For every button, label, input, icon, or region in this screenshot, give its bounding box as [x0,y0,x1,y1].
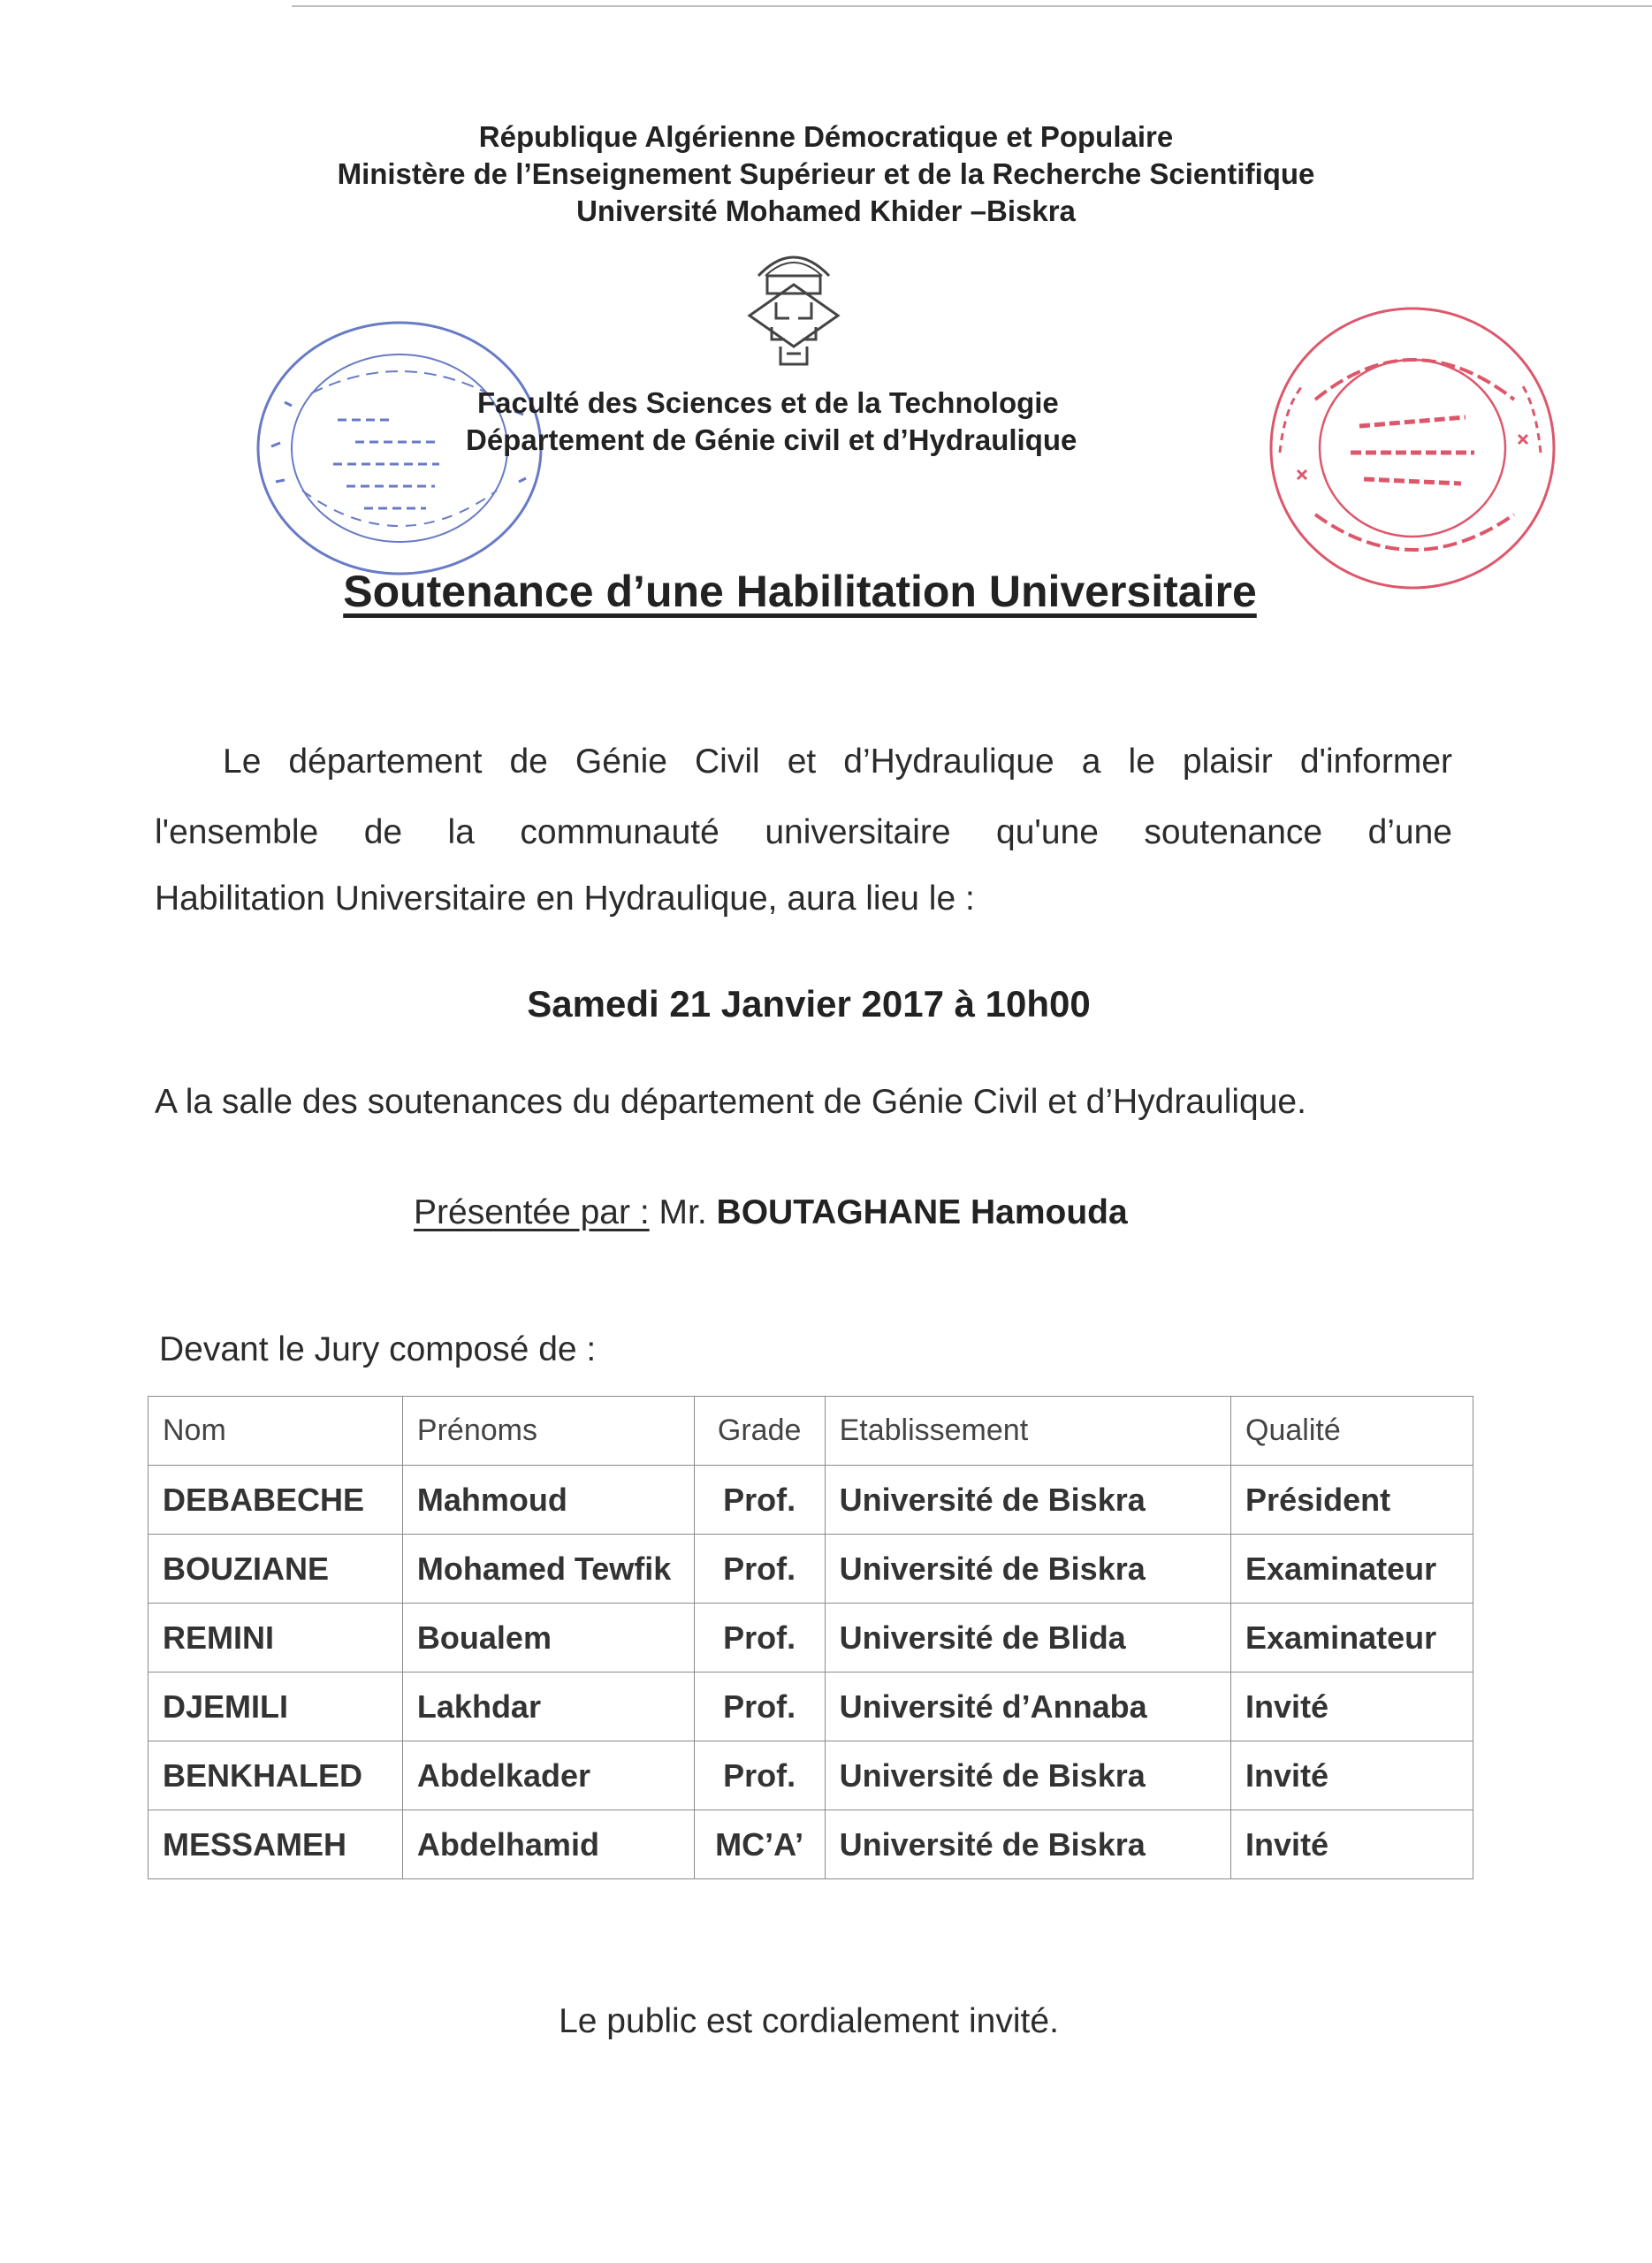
cell-qualite: Invité [1231,1741,1473,1810]
table-row [148,1466,1473,1535]
cell-qualite: Président [1231,1466,1473,1535]
candidate-name: BOUTAGHANE Hamouda [716,1193,1128,1231]
defense-date: Samedi 21 Janvier 2017 à 10h00 [527,983,1091,1025]
cell-nom: DEBABECHE [148,1466,403,1535]
table-row [148,1810,1473,1879]
cell-prenoms: Lakhdar [402,1672,694,1741]
header-university: Université Mohamed Khider –Biskra [576,194,1076,227]
cell-prenoms: Boualem [402,1604,694,1672]
header-etablissement: Etablissement [825,1397,1230,1466]
closing-invitation: Le public est cordialement invité. [559,2002,1059,2040]
table-row [148,1672,1473,1741]
presented-by [414,1193,1128,1232]
cell-etablissement: Université d’Annaba [825,1672,1230,1741]
cell-nom: MESSAMEH [148,1810,403,1879]
cell-etablissement: Université de Biskra [825,1535,1230,1604]
faculty-name: Faculté des Sciences et de la Technologie [477,386,1059,419]
cell-grade: Prof. [694,1466,825,1535]
university-logo [732,240,856,369]
red-stamp [1262,302,1563,598]
cell-grade: MC’A’ [694,1810,825,1879]
cell-grade: Prof. [694,1741,825,1810]
cell-etablissement: Université de Blida [825,1604,1230,1672]
header-republic: République Algérienne Démocratique et Populaire [478,120,1174,153]
cell-nom: DJEMILI [148,1672,403,1741]
defense-location: A la salle des soutenances du département de Génie Civil et d’Hydraulique. [155,1083,1306,1121]
cell-qualite: Examinateur [1231,1535,1473,1604]
cell-prenoms: Mohamed Tewfik [402,1535,694,1604]
jury-table [148,1396,1473,1879]
header-prenoms: Prénoms [402,1397,694,1466]
cell-prenoms: Abdelhamid [402,1810,694,1879]
intro-line-3: Habilitation Universitaire en Hydraulique, aura lieu le : [155,880,975,918]
cell-qualite: Invité [1231,1672,1473,1741]
cell-etablissement: Université de Biskra [825,1741,1230,1810]
header-ministry: Ministère de l’Enseignement Supérieur et de la Recherche Scientifique [337,157,1315,190]
header-qualite: Qualité [1231,1397,1473,1466]
cell-grade: Prof. [694,1604,825,1672]
jury-intro: Devant le Jury composé de : [159,1330,597,1368]
cell-qualite: Invité [1231,1810,1473,1879]
cell-nom: BENKHALED [148,1741,403,1810]
cell-nom: REMINI [148,1604,403,1672]
header-grade: Grade [694,1397,825,1466]
candidate-title: Mr. [659,1193,707,1231]
cell-etablissement: Université de Biskra [825,1466,1230,1535]
header-nom: Nom [148,1397,403,1466]
cell-prenoms: Mahmoud [402,1466,694,1535]
jury-header-row [148,1397,1473,1466]
cell-etablissement: Université de Biskra [825,1810,1230,1879]
intro-line-1: Le département de Génie Civil et d’Hydraulique a le plaisir d'informer [223,743,1452,781]
cell-qualite: Examinateur [1231,1604,1473,1672]
scan-top-border [292,5,1652,7]
cell-grade: Prof. [694,1672,825,1741]
intro-line-2: l'ensemble de la communauté universitaire qu'une soutenance d’une [155,813,1452,851]
cell-grade: Prof. [694,1535,825,1604]
table-row [148,1535,1473,1604]
cell-nom: BOUZIANE [148,1535,403,1604]
department-name: Département de Génie civil et d’Hydraulique [466,423,1077,456]
table-row [148,1604,1473,1672]
presented-by-label: Présentée par : [414,1193,650,1231]
document-title: Soutenance d’une Habilitation Universitaire [343,567,1257,616]
table-row [148,1741,1473,1810]
cell-prenoms: Abdelkader [402,1741,694,1810]
